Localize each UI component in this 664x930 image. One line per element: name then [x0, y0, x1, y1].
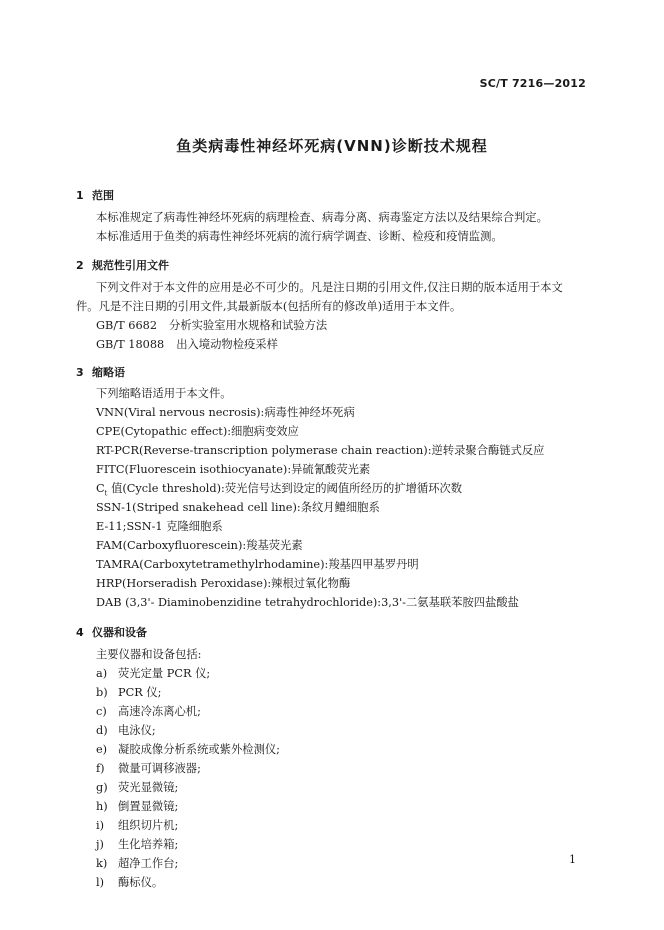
section-3-heading	[76, 364, 125, 380]
abbr-item: E-11;SSN-1 克隆细胞系	[96, 520, 223, 533]
equipment-item	[96, 666, 210, 682]
page-number: 1	[569, 853, 576, 866]
s4-intro: 主要仪器和设备包括:	[96, 648, 202, 661]
abbr-item: HRP(Horseradish Peroxidase):辣根过氧化物酶	[96, 577, 351, 590]
item-label: f)	[96, 762, 105, 775]
equipment-item	[96, 723, 156, 739]
reference-2	[96, 337, 278, 353]
item-label: h)	[96, 800, 108, 813]
s1-paragraph-2: 本标准适用于鱼类的病毒性神经坏死病的流行病学调查、诊断、检疫和疫情监测。	[96, 230, 503, 243]
equipment-item	[96, 761, 201, 777]
abbr-item: CPE(Cytopathic effect):细胞病变效应	[96, 425, 299, 438]
equipment-item	[96, 837, 178, 853]
equipment-item	[96, 780, 178, 796]
equipment-item	[96, 875, 163, 891]
equipment-item	[96, 704, 201, 720]
item-text: 荧光定量 PCR 仪;	[118, 667, 211, 680]
section-3-number: 3	[76, 366, 84, 379]
item-label: d)	[96, 724, 108, 737]
item-label: e)	[96, 743, 108, 756]
item-text: 倒置显微镜;	[118, 800, 179, 813]
abbr-item: FAM(Carboxyfluorescein):羧基荧光素	[96, 539, 303, 552]
section-4-heading	[76, 624, 147, 640]
item-label: l)	[96, 876, 105, 889]
reference-2-title: 出入境动物检疫采样	[176, 338, 278, 351]
item-text: 凝胶成像分析系统或紫外检测仪;	[118, 743, 280, 756]
item-label: c)	[96, 705, 107, 718]
s1-paragraph-1: 本标准规定了病毒性神经坏死病的病理检查、病毒分离、病毒鉴定方法以及结果综合判定。	[96, 211, 548, 224]
item-text: 高速冷冻离心机;	[118, 705, 201, 718]
section-3-title: 缩略语	[92, 366, 125, 379]
item-text: 微量可调移液器;	[118, 762, 201, 775]
reference-1-title: 分析实验室用水规格和试验方法	[169, 319, 328, 332]
reference-1-code: GB/T 6682	[96, 319, 158, 332]
item-label: b)	[96, 686, 108, 699]
abbr-item: RT-PCR(Reverse-transcription polymerase chain reaction):逆转录聚合酶链式反应	[96, 444, 545, 457]
item-label: g)	[96, 781, 108, 794]
item-label: j)	[96, 838, 104, 851]
ct-definition: 值(Cycle threshold):荧光信号达到设定的阈值所经历的扩增循环次数	[111, 482, 463, 495]
item-text: 荧光显微镜;	[118, 781, 179, 794]
ct-subscript: t	[104, 489, 108, 498]
abbr-item: DAB (3,3'- Diaminobenzidine tetrahydrochloride):3,3'-二氨基联苯胺四盐酸盐	[96, 596, 519, 609]
section-4-number: 4	[76, 626, 84, 639]
section-1-number: 1	[76, 189, 84, 202]
section-4-title: 仪器和设备	[92, 626, 147, 639]
abbr-item: FITC(Fluorescein isothiocyanate):异硫氰酸荧光素	[96, 463, 371, 476]
item-label: k)	[96, 857, 108, 870]
section-2-heading	[76, 257, 169, 273]
reference-2-code: GB/T 18088	[96, 338, 165, 351]
abbr-item-ct	[96, 481, 462, 501]
s2-paragraph-line-2: 件。凡是不注日期的引用文件,其最新版本(包括所有的修改单)适用于本文件。	[76, 300, 462, 313]
equipment-item	[96, 856, 178, 872]
s3-intro: 下列缩略语适用于本文件。	[96, 387, 232, 400]
equipment-item	[96, 742, 280, 758]
item-label: a)	[96, 667, 108, 680]
abbr-item: TAMRA(Carboxytetramethylrhodamine):羧基四甲基罗丹明	[96, 558, 419, 571]
item-text: 酶标仪。	[118, 876, 164, 889]
item-text: PCR 仪;	[118, 686, 162, 699]
equipment-item	[96, 685, 161, 701]
section-1-heading	[76, 187, 114, 203]
item-text: 超净工作台;	[118, 857, 179, 870]
section-2-number: 2	[76, 259, 84, 272]
abbr-item: SSN-1(Striped snakehead cell line):条纹月鳢细胞系	[96, 501, 380, 514]
item-label: i)	[96, 819, 105, 832]
s2-paragraph-line-1: 下列文件对于本文件的应用是必不可少的。凡是注日期的引用文件,仅注日期的版本适用于本文	[96, 281, 563, 294]
item-text: 组织切片机;	[118, 819, 179, 832]
equipment-item	[96, 818, 178, 834]
section-1-title: 范围	[92, 189, 114, 202]
abbr-item: VNN(Viral nervous necrosis):病毒性神经坏死病	[96, 406, 355, 419]
equipment-item	[96, 799, 178, 815]
item-text: 电泳仪;	[118, 724, 156, 737]
document-title: 鱼类病毒性神经坏死病(VNN)诊断技术规程	[176, 137, 488, 155]
ct-symbol: C	[96, 482, 105, 495]
standard-code: SC/T 7216—2012	[479, 77, 586, 90]
item-text: 生化培养箱;	[118, 838, 179, 851]
reference-1	[96, 318, 327, 334]
section-2-title: 规范性引用文件	[92, 259, 169, 272]
